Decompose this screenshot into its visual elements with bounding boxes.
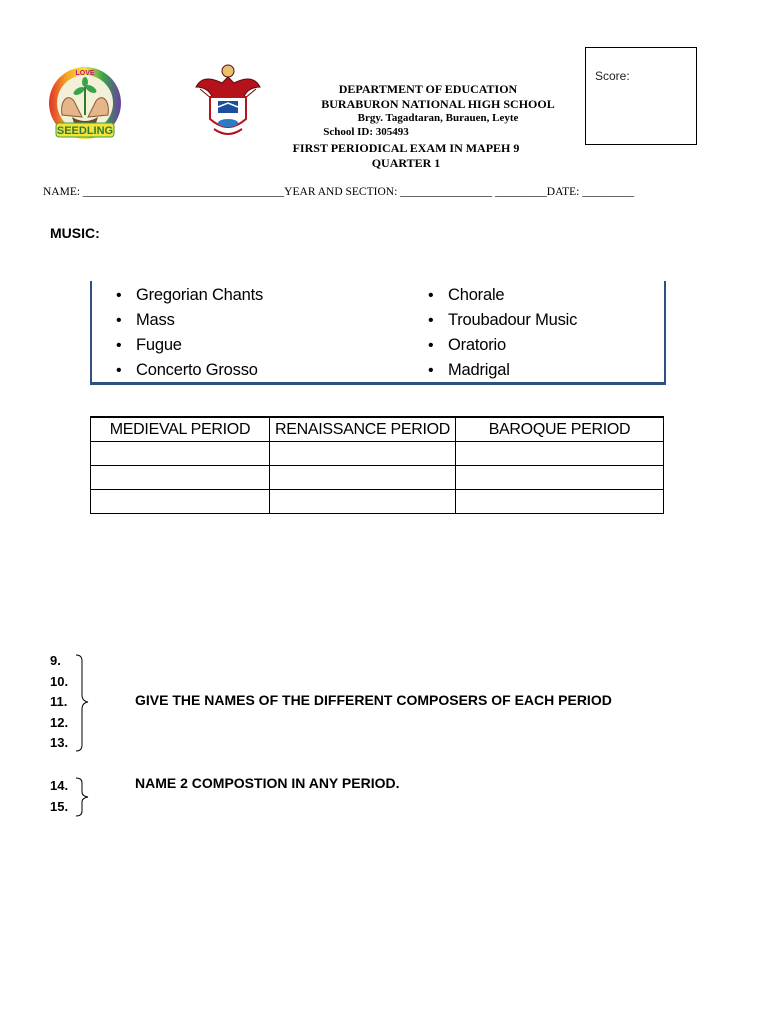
question-numbers-group2 — [50, 775, 68, 817]
word-bank-item: • Madrigal — [428, 358, 577, 383]
answer-cell[interactable] — [456, 442, 664, 466]
question-number: 14. — [50, 778, 69, 793]
word-bank-item: • Fugue — [116, 333, 263, 358]
header-renaissance: RENAISSANCE PERIOD — [270, 417, 456, 442]
word-bank-item: • Mass — [116, 308, 263, 333]
question-number: 10. — [50, 673, 69, 689]
answer-cell[interactable] — [91, 442, 270, 466]
header-baroque: BAROQUE PERIOD — [456, 417, 664, 442]
table-row — [91, 490, 664, 514]
question-number: 15. — [50, 799, 69, 814]
answer-cell[interactable] — [91, 490, 270, 514]
school-id: School ID: 305493 — [323, 126, 409, 138]
exam-title: FIRST PERIODICAL EXAM IN MAPEH 9 — [292, 141, 520, 155]
brace-icon — [74, 653, 90, 753]
answer-cell[interactable] — [456, 490, 664, 514]
header-medieval: MEDIEVAL PERIOD — [91, 417, 270, 442]
question-number: 11. — [50, 694, 68, 710]
seedling-logo-text: SEEDLING — [56, 125, 114, 137]
question-number: 12. — [50, 714, 69, 730]
word-bank-item: • Chorale — [428, 283, 577, 308]
answer-cell[interactable] — [270, 442, 456, 466]
question-numbers-group1 — [50, 651, 68, 754]
word-bank-item: • Concerto Grosso — [116, 358, 263, 383]
word-bank-item: • Oratorio — [428, 333, 577, 358]
seedling-logo-icon — [42, 65, 128, 145]
table-header-row — [91, 417, 664, 442]
quarter-label: QUARTER 1 — [371, 156, 441, 170]
brace-icon — [74, 776, 90, 818]
word-bank-column-b — [428, 283, 577, 383]
answer-cell[interactable] — [91, 466, 270, 490]
school-address: Brgy. Tagadtaran, Burauen, Leyte — [357, 112, 519, 124]
school-name: BURABURON NATIONAL HIGH SCHOOL — [321, 97, 555, 111]
word-bank-item: • Troubadour Music — [428, 308, 577, 333]
student-info-line[interactable]: NAME: ___________________________________YEAR AND SECTION: ________________ _________DATE: _________ — [43, 186, 634, 198]
question-compositions: NAME 2 COMPOSTION IN ANY PERIOD. — [135, 775, 400, 791]
table-row — [91, 442, 664, 466]
answer-cell[interactable] — [270, 490, 456, 514]
score-box[interactable] — [585, 47, 697, 145]
section-title-music: MUSIC: — [50, 225, 100, 241]
question-number: 9. — [50, 653, 61, 668]
department-heading: DEPARTMENT OF EDUCATION — [338, 82, 518, 96]
word-bank-item: • Gregorian Chants — [116, 283, 263, 308]
score-label: Score: — [595, 69, 630, 83]
seedling-logo-love: LOVE — [75, 70, 95, 77]
question-number: 13. — [50, 735, 69, 751]
answer-cell[interactable] — [270, 466, 456, 490]
question-composers: GIVE THE NAMES OF THE DIFFERENT COMPOSERS OF EACH PERIOD — [135, 692, 612, 708]
word-bank — [90, 281, 666, 385]
answer-cell[interactable] — [456, 466, 664, 490]
word-bank-column-a — [116, 283, 263, 383]
table-row — [91, 466, 664, 490]
period-table — [90, 416, 664, 514]
